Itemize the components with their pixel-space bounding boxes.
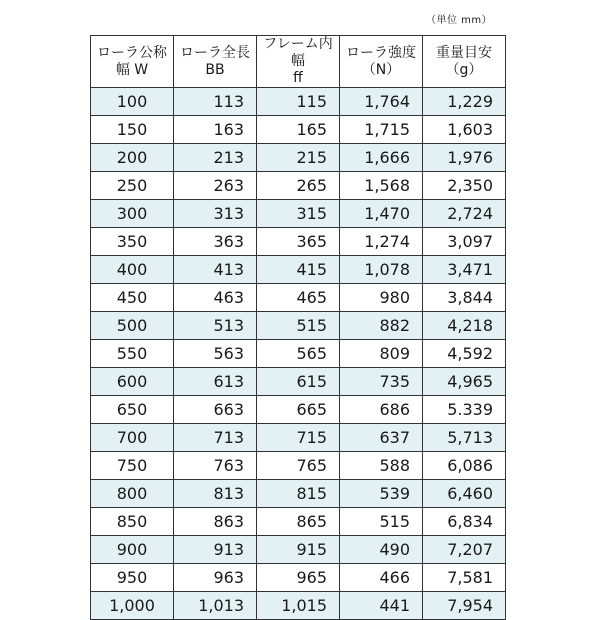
cell-nominal-width: 650 bbox=[91, 396, 174, 424]
cell-roller-strength: 686 bbox=[340, 396, 423, 424]
cell-overall-length: 163 bbox=[174, 116, 257, 144]
cell-nominal-width: 450 bbox=[91, 284, 174, 312]
cell-frame-inner-width: 215 bbox=[257, 144, 340, 172]
cell-frame-inner-width: 965 bbox=[257, 564, 340, 592]
table-row bbox=[91, 508, 506, 536]
cell-overall-length: 513 bbox=[174, 312, 257, 340]
cell-overall-length: 263 bbox=[174, 172, 257, 200]
table-row bbox=[91, 228, 506, 256]
table-row bbox=[91, 200, 506, 228]
table-row bbox=[91, 284, 506, 312]
cell-overall-length: 213 bbox=[174, 144, 257, 172]
cell-frame-inner-width: 115 bbox=[257, 88, 340, 116]
table-row bbox=[91, 256, 506, 284]
cell-weight: 3,471 bbox=[423, 256, 506, 284]
cell-frame-inner-width: 515 bbox=[257, 312, 340, 340]
cell-frame-inner-width: 915 bbox=[257, 536, 340, 564]
header-frame-inner-width: フレーム内幅 ff bbox=[257, 36, 340, 88]
cell-frame-inner-width: 765 bbox=[257, 452, 340, 480]
cell-overall-length: 613 bbox=[174, 368, 257, 396]
cell-nominal-width: 750 bbox=[91, 452, 174, 480]
cell-weight: 7,581 bbox=[423, 564, 506, 592]
cell-weight: 3,097 bbox=[423, 228, 506, 256]
table-row bbox=[91, 88, 506, 116]
cell-nominal-width: 800 bbox=[91, 480, 174, 508]
table-row bbox=[91, 172, 506, 200]
cell-weight: 2,724 bbox=[423, 200, 506, 228]
cell-frame-inner-width: 365 bbox=[257, 228, 340, 256]
cell-weight: 4,592 bbox=[423, 340, 506, 368]
cell-weight: 4,965 bbox=[423, 368, 506, 396]
cell-frame-inner-width: 265 bbox=[257, 172, 340, 200]
cell-roller-strength: 441 bbox=[340, 592, 423, 620]
cell-frame-inner-width: 165 bbox=[257, 116, 340, 144]
cell-overall-length: 313 bbox=[174, 200, 257, 228]
table-row bbox=[91, 368, 506, 396]
cell-overall-length: 713 bbox=[174, 424, 257, 452]
cell-overall-length: 563 bbox=[174, 340, 257, 368]
cell-nominal-width: 400 bbox=[91, 256, 174, 284]
cell-frame-inner-width: 465 bbox=[257, 284, 340, 312]
cell-frame-inner-width: 815 bbox=[257, 480, 340, 508]
table-row bbox=[91, 536, 506, 564]
header-weight: 重量目安 （g） bbox=[423, 36, 506, 88]
cell-frame-inner-width: 715 bbox=[257, 424, 340, 452]
cell-weight: 4,218 bbox=[423, 312, 506, 340]
cell-nominal-width: 200 bbox=[91, 144, 174, 172]
cell-overall-length: 463 bbox=[174, 284, 257, 312]
cell-overall-length: 863 bbox=[174, 508, 257, 536]
cell-weight: 7,207 bbox=[423, 536, 506, 564]
cell-weight: 6,086 bbox=[423, 452, 506, 480]
cell-overall-length: 113 bbox=[174, 88, 257, 116]
cell-roller-strength: 466 bbox=[340, 564, 423, 592]
cell-nominal-width: 600 bbox=[91, 368, 174, 396]
cell-nominal-width: 100 bbox=[91, 88, 174, 116]
cell-overall-length: 413 bbox=[174, 256, 257, 284]
cell-roller-strength: 588 bbox=[340, 452, 423, 480]
cell-frame-inner-width: 865 bbox=[257, 508, 340, 536]
cell-weight: 3,844 bbox=[423, 284, 506, 312]
table-row bbox=[91, 116, 506, 144]
cell-roller-strength: 1,715 bbox=[340, 116, 423, 144]
table-row bbox=[91, 424, 506, 452]
cell-nominal-width: 1,000 bbox=[91, 592, 174, 620]
cell-nominal-width: 300 bbox=[91, 200, 174, 228]
header-nominal-width: ローラ公称 幅 W bbox=[91, 36, 174, 88]
cell-roller-strength: 1,764 bbox=[340, 88, 423, 116]
cell-weight: 2,350 bbox=[423, 172, 506, 200]
cell-weight: 1,976 bbox=[423, 144, 506, 172]
table-row bbox=[91, 452, 506, 480]
cell-weight: 7,954 bbox=[423, 592, 506, 620]
table-row bbox=[91, 312, 506, 340]
cell-roller-strength: 735 bbox=[340, 368, 423, 396]
table-row bbox=[91, 592, 506, 620]
cell-roller-strength: 539 bbox=[340, 480, 423, 508]
cell-frame-inner-width: 315 bbox=[257, 200, 340, 228]
cell-nominal-width: 500 bbox=[91, 312, 174, 340]
cell-overall-length: 363 bbox=[174, 228, 257, 256]
cell-roller-strength: 515 bbox=[340, 508, 423, 536]
cell-overall-length: 763 bbox=[174, 452, 257, 480]
cell-frame-inner-width: 665 bbox=[257, 396, 340, 424]
cell-roller-strength: 490 bbox=[340, 536, 423, 564]
cell-roller-strength: 1,666 bbox=[340, 144, 423, 172]
header-overall-length: ローラ全長 BB bbox=[174, 36, 257, 88]
cell-roller-strength: 809 bbox=[340, 340, 423, 368]
cell-weight: 6,834 bbox=[423, 508, 506, 536]
cell-roller-strength: 1,078 bbox=[340, 256, 423, 284]
cell-frame-inner-width: 415 bbox=[257, 256, 340, 284]
table-body bbox=[91, 88, 506, 620]
cell-nominal-width: 700 bbox=[91, 424, 174, 452]
table-row bbox=[91, 340, 506, 368]
cell-roller-strength: 1,470 bbox=[340, 200, 423, 228]
cell-nominal-width: 250 bbox=[91, 172, 174, 200]
cell-weight: 1,229 bbox=[423, 88, 506, 116]
cell-overall-length: 913 bbox=[174, 536, 257, 564]
table-row bbox=[91, 396, 506, 424]
cell-nominal-width: 350 bbox=[91, 228, 174, 256]
table-row bbox=[91, 144, 506, 172]
cell-nominal-width: 850 bbox=[91, 508, 174, 536]
cell-nominal-width: 900 bbox=[91, 536, 174, 564]
cell-weight: 6,460 bbox=[423, 480, 506, 508]
cell-nominal-width: 950 bbox=[91, 564, 174, 592]
cell-roller-strength: 637 bbox=[340, 424, 423, 452]
cell-roller-strength: 882 bbox=[340, 312, 423, 340]
cell-weight: 1,603 bbox=[423, 116, 506, 144]
cell-roller-strength: 980 bbox=[340, 284, 423, 312]
table-row bbox=[91, 564, 506, 592]
cell-nominal-width: 550 bbox=[91, 340, 174, 368]
cell-overall-length: 1,013 bbox=[174, 592, 257, 620]
cell-weight: 5.339 bbox=[423, 396, 506, 424]
cell-overall-length: 813 bbox=[174, 480, 257, 508]
cell-overall-length: 963 bbox=[174, 564, 257, 592]
header-row bbox=[91, 36, 506, 88]
table-row bbox=[91, 480, 506, 508]
cell-frame-inner-width: 565 bbox=[257, 340, 340, 368]
cell-roller-strength: 1,274 bbox=[340, 228, 423, 256]
cell-nominal-width: 150 bbox=[91, 116, 174, 144]
cell-frame-inner-width: 615 bbox=[257, 368, 340, 396]
cell-overall-length: 663 bbox=[174, 396, 257, 424]
spec-table bbox=[90, 35, 506, 620]
unit-note: （単位 mm） bbox=[426, 15, 493, 26]
header-roller-strength: ローラ強度 （N） bbox=[340, 36, 423, 88]
cell-roller-strength: 1,568 bbox=[340, 172, 423, 200]
cell-weight: 5,713 bbox=[423, 424, 506, 452]
cell-frame-inner-width: 1,015 bbox=[257, 592, 340, 620]
